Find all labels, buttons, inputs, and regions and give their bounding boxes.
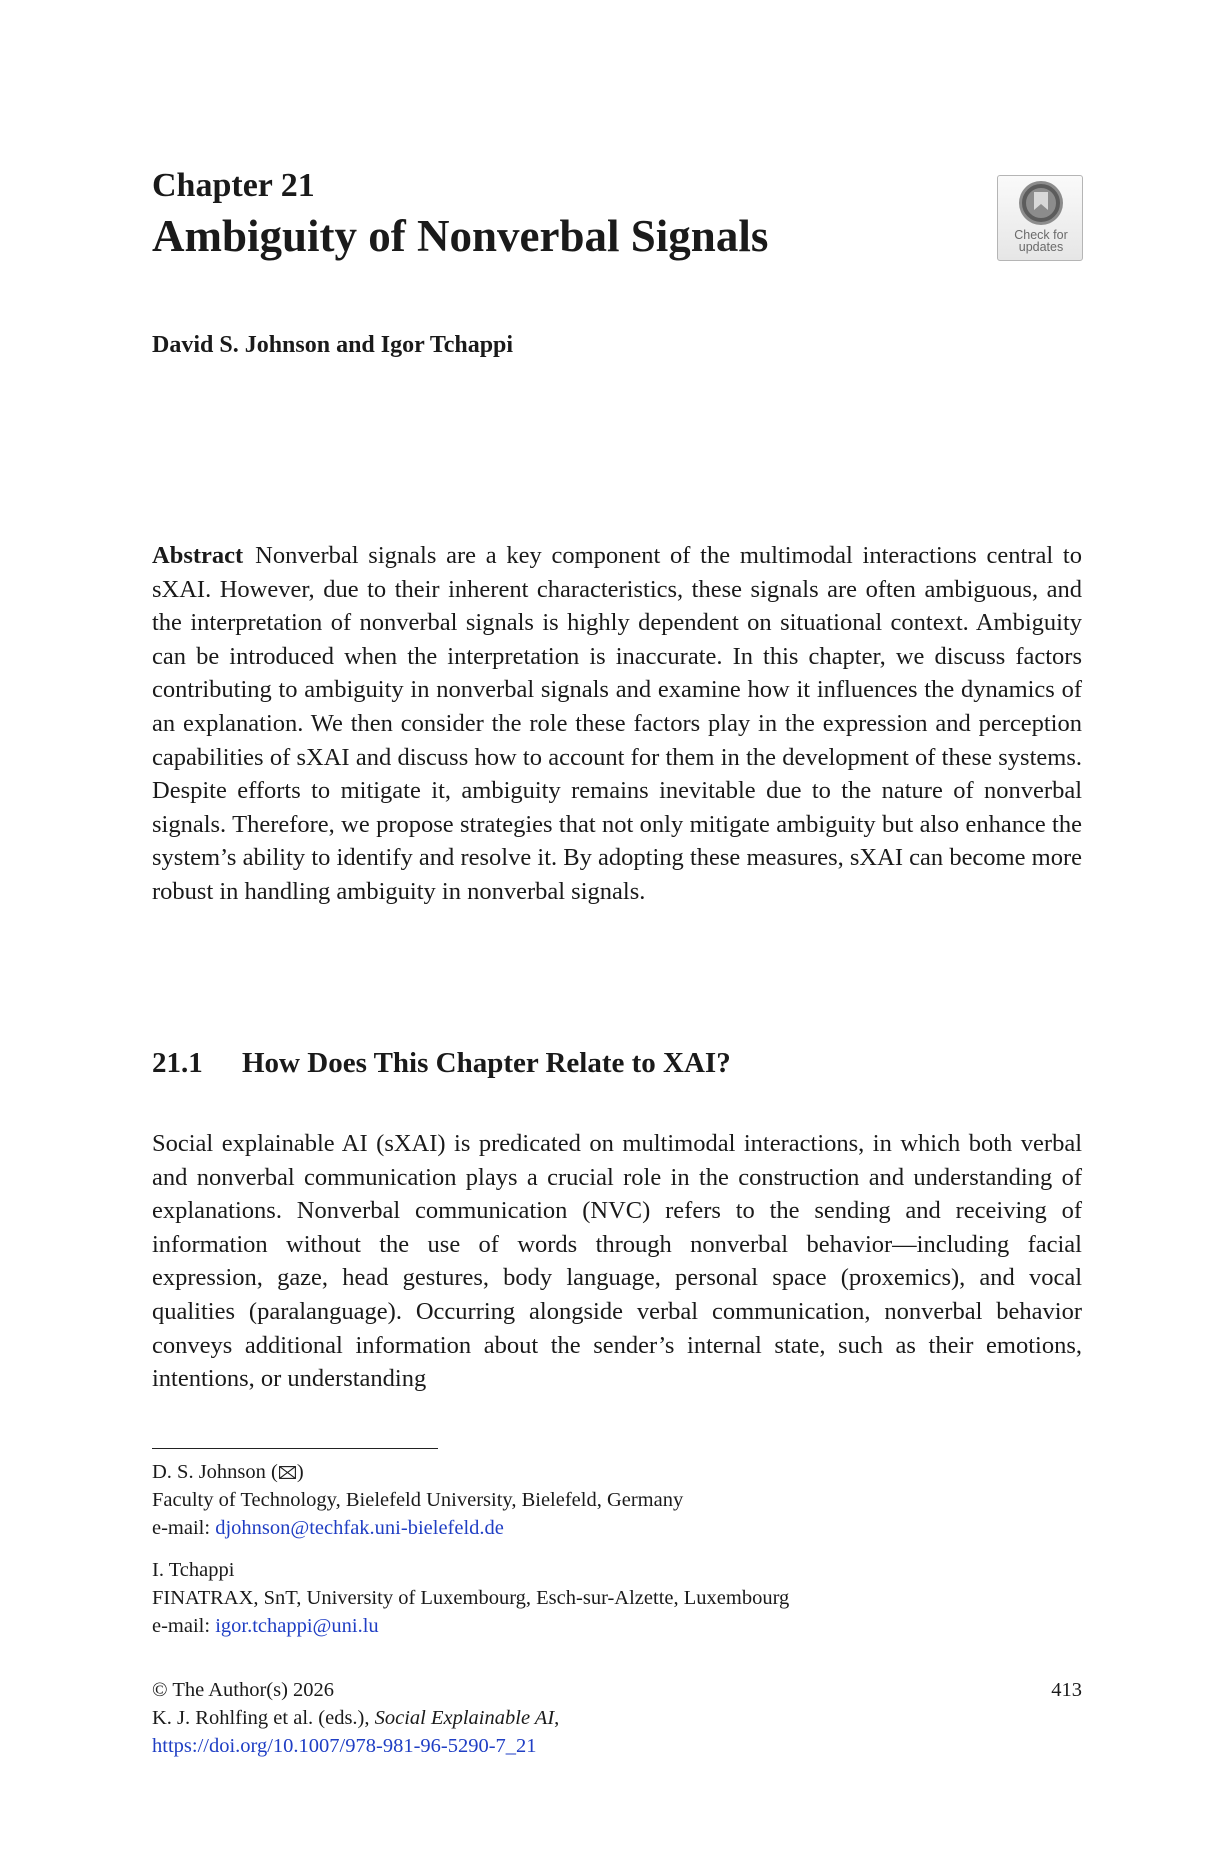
author-1-name: D. S. Johnson ( — [152, 1461, 278, 1483]
section-number: 21.1 — [152, 1047, 203, 1079]
section-title: How Does This Chapter Relate to XAI? — [242, 1047, 731, 1079]
book-title-comma: , — [554, 1707, 560, 1729]
author-1-affiliation: Faculty of Technology, Bielefeld University, Bielefeld, Germany — [152, 1489, 684, 1511]
author-2-email-label: e-mail: — [152, 1615, 216, 1637]
doi-link[interactable]: https://doi.org/10.1007/978-981-96-5290-7_21 — [152, 1735, 537, 1757]
abstract — [152, 539, 1082, 909]
abstract-label: Abstract — [152, 542, 244, 569]
authors: David S. Johnson and Igor Tchappi — [152, 332, 514, 358]
section-heading — [152, 1045, 731, 1081]
copyright-block — [152, 1676, 1082, 1732]
check-for-updates-icon — [998, 176, 1084, 232]
footnote-author-1 — [152, 1458, 1082, 1542]
author-2-email-link[interactable]: igor.tchappi@uni.lu — [215, 1615, 379, 1637]
body-paragraph: Social explainable AI (sXAI) is predicated on multimodal interactions, in which both verbal and nonverbal communication plays a crucial role in the construction and understanding of explanations. Nonverbal communication (NVC) refers to the sending and receiving of information without the use of words through nonverbal behavior—including facial expression, gaze, head gestures, body language, personal space (proxemics), and vocal qualities (paralanguage). Occurring alongside verbal communication, nonverbal behavior conveys additional information about the sender’s internal state, such as their emotions, intentions, or understanding — [152, 1130, 1082, 1393]
envelope-icon — [279, 1466, 296, 1479]
chapter-label: Chapter 21 — [152, 167, 315, 204]
badge-line-1: Check for — [1014, 228, 1068, 242]
footnote-divider — [152, 1448, 438, 1449]
author-2-affiliation: FINATRAX, SnT, University of Luxembourg, Esch-sur-Alzette, Luxembourg — [152, 1587, 790, 1609]
book-editors: K. J. Rohlfing et al. (eds.), — [152, 1707, 375, 1729]
check-for-updates-badge[interactable] — [997, 175, 1083, 261]
badge-line-2: updates — [1018, 240, 1064, 254]
author-2-name: I. Tchappi — [152, 1559, 235, 1581]
footnote-author-2 — [152, 1556, 1082, 1640]
chapter-title: Ambiguity of Nonverbal Signals — [152, 211, 769, 261]
author-1-email-label: e-mail: — [152, 1517, 216, 1539]
book-title: Social Explainable AI — [374, 1707, 555, 1729]
page-number: 413 — [1051, 1679, 1082, 1701]
abstract-text: Nonverbal signals are a key component of the multimodal interactions central to sXAI. However, due to their inherent characteristics, these signals are often ambiguous, and the interpretation of nonverbal signals is highly dependent on situational context. Ambiguity can be introduced when the interpretation is inaccurate. In this chapter, we discuss factors contributing to ambiguity in nonverbal signals and examine how it influences the dynamics of an explanation. We then consider the role these factors play in the expression and perception capabilities of sXAI and discuss how to account for them in the development of these systems. Despite efforts to mitigate it, ambiguity remains inevitable due to the nature of nonverbal signals. Therefore, we propose strategies that not only mitigate ambiguity but also enhance the system’s ability to identify and resolve it. By adopting these measures, sXAI can become more robust in handling ambiguity in nonverbal signals. — [152, 542, 1082, 905]
copyright-line: © The Author(s) 2026 — [152, 1679, 335, 1701]
author-1-name-suffix: ) — [296, 1461, 304, 1483]
author-1-email-link[interactable]: djohnson@techfak.uni-bielefeld.de — [215, 1517, 504, 1539]
